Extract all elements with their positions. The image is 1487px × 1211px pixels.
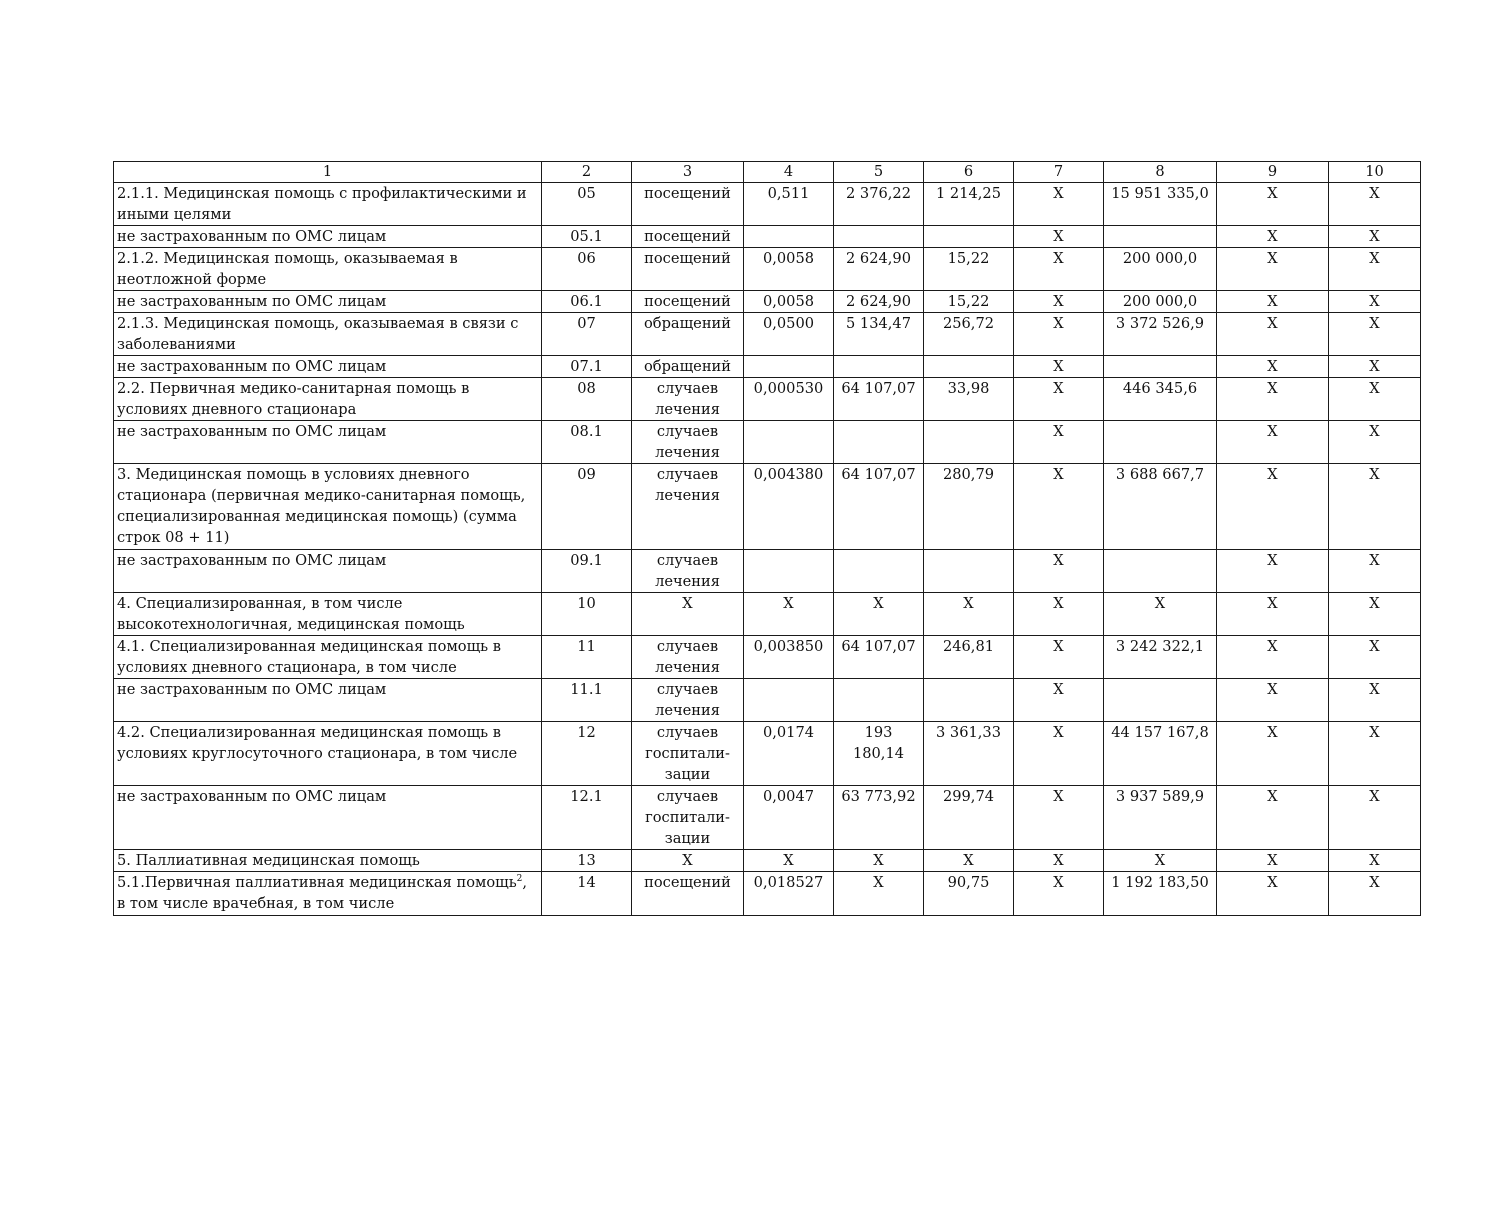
row-name: 2.1.1. Медицинская помощь с профилактическими и иными целями xyxy=(114,183,542,226)
cell-col4: 0,511 xyxy=(744,183,834,226)
cell-col8: 1 192 183,50 xyxy=(1104,872,1217,916)
cell-col5: 2 624,90 xyxy=(834,291,924,313)
table-row xyxy=(114,850,1421,872)
row-name: 3. Медицинская помощь в условиях дневного стационара (первичная медико-санитарная помощь, специализированная медицинская помощь) (сумма строк 08 + 11) xyxy=(114,464,542,550)
row-name: не застрахованным по ОМС лицам xyxy=(114,679,542,722)
cell-col8: Х xyxy=(1104,593,1217,636)
row-code: 07 xyxy=(542,313,632,356)
cell-col7: Х xyxy=(1014,786,1104,850)
cell-col6 xyxy=(924,421,1014,464)
cell-col10: Х xyxy=(1329,872,1421,916)
row-unit: посещений xyxy=(632,291,744,313)
cell-col9: Х xyxy=(1217,550,1329,593)
cell-col6 xyxy=(924,550,1014,593)
cell-col4: 0,0058 xyxy=(744,291,834,313)
table-row xyxy=(114,722,1421,786)
row-name: не застрахованным по ОМС лицам xyxy=(114,226,542,248)
cell-col9: Х xyxy=(1217,226,1329,248)
cell-col7: Х xyxy=(1014,593,1104,636)
statistics-table xyxy=(113,161,1421,916)
cell-col9: Х xyxy=(1217,850,1329,872)
table-row xyxy=(114,226,1421,248)
cell-col7: Х xyxy=(1014,872,1104,916)
row-code: 05 xyxy=(542,183,632,226)
table-row xyxy=(114,356,1421,378)
cell-col7: Х xyxy=(1014,679,1104,722)
cell-col5: Х xyxy=(834,872,924,916)
row-code: 05.1 xyxy=(542,226,632,248)
row-code: 08 xyxy=(542,378,632,421)
cell-col4: 0,0047 xyxy=(744,786,834,850)
row-unit: случаев лечения xyxy=(632,636,744,679)
cell-col9: Х xyxy=(1217,248,1329,291)
cell-col8 xyxy=(1104,679,1217,722)
column-number: 9 xyxy=(1217,162,1329,183)
cell-col4: 0,018527 xyxy=(744,872,834,916)
cell-col7: Х xyxy=(1014,313,1104,356)
cell-col10: Х xyxy=(1329,378,1421,421)
cell-col6: 33,98 xyxy=(924,378,1014,421)
cell-col7: Х xyxy=(1014,248,1104,291)
row-code: 07.1 xyxy=(542,356,632,378)
row-name: не застрахованным по ОМС лицам xyxy=(114,356,542,378)
column-number: 2 xyxy=(542,162,632,183)
cell-col5 xyxy=(834,679,924,722)
row-code: 14 xyxy=(542,872,632,916)
cell-col5: 64 107,07 xyxy=(834,464,924,550)
cell-col5: 64 107,07 xyxy=(834,636,924,679)
row-unit: посещений xyxy=(632,872,744,916)
cell-col4: 0,003850 xyxy=(744,636,834,679)
cell-col5 xyxy=(834,550,924,593)
cell-col8: 200 000,0 xyxy=(1104,291,1217,313)
cell-col6: 299,74 xyxy=(924,786,1014,850)
cell-col8 xyxy=(1104,550,1217,593)
cell-col7: Х xyxy=(1014,356,1104,378)
cell-col4: 0,0500 xyxy=(744,313,834,356)
row-unit: случаев лечения xyxy=(632,378,744,421)
cell-col6: 246,81 xyxy=(924,636,1014,679)
row-unit: случаев лечения xyxy=(632,679,744,722)
row-unit: случаев госпитали-зации xyxy=(632,786,744,850)
cell-col9: Х xyxy=(1217,421,1329,464)
table-row xyxy=(114,378,1421,421)
row-unit: обращений xyxy=(632,313,744,356)
cell-col8: 44 157 167,8 xyxy=(1104,722,1217,786)
row-unit: посещений xyxy=(632,183,744,226)
cell-col6: 256,72 xyxy=(924,313,1014,356)
row-unit: обращений xyxy=(632,356,744,378)
cell-col6: Х xyxy=(924,593,1014,636)
cell-col7: Х xyxy=(1014,722,1104,786)
row-name: не застрахованным по ОМС лицам xyxy=(114,550,542,593)
cell-col8 xyxy=(1104,356,1217,378)
cell-col10: Х xyxy=(1329,421,1421,464)
cell-col9: Х xyxy=(1217,183,1329,226)
cell-col9: Х xyxy=(1217,313,1329,356)
cell-col5: 64 107,07 xyxy=(834,378,924,421)
row-unit: случаев лечения xyxy=(632,421,744,464)
cell-col8 xyxy=(1104,421,1217,464)
cell-col5: 63 773,92 xyxy=(834,786,924,850)
cell-col10: Х xyxy=(1329,593,1421,636)
cell-col8: 200 000,0 xyxy=(1104,248,1217,291)
cell-col6: 15,22 xyxy=(924,291,1014,313)
cell-col9: Х xyxy=(1217,464,1329,550)
cell-col8: 3 242 322,1 xyxy=(1104,636,1217,679)
row-name: 5. Паллиативная медицинская помощь xyxy=(114,850,542,872)
cell-col4: Х xyxy=(744,850,834,872)
row-code: 11.1 xyxy=(542,679,632,722)
cell-col5: Х xyxy=(834,593,924,636)
cell-col8: Х xyxy=(1104,850,1217,872)
row-name: не застрахованным по ОМС лицам xyxy=(114,786,542,850)
table-row xyxy=(114,872,1421,916)
cell-col10: Х xyxy=(1329,183,1421,226)
cell-col7: Х xyxy=(1014,226,1104,248)
cell-col5: 5 134,47 xyxy=(834,313,924,356)
cell-col7: Х xyxy=(1014,464,1104,550)
cell-col5 xyxy=(834,421,924,464)
cell-col4 xyxy=(744,679,834,722)
cell-col10: Х xyxy=(1329,248,1421,291)
column-number: 5 xyxy=(834,162,924,183)
table-row xyxy=(114,183,1421,226)
row-code: 08.1 xyxy=(542,421,632,464)
row-name: не застрахованным по ОМС лицам xyxy=(114,421,542,464)
cell-col10: Х xyxy=(1329,291,1421,313)
table-row xyxy=(114,248,1421,291)
cell-col9: Х xyxy=(1217,636,1329,679)
column-number: 3 xyxy=(632,162,744,183)
cell-col5: 193 180,14 xyxy=(834,722,924,786)
row-name: 2.2. Первичная медико-санитарная помощь в условиях дневного стационара xyxy=(114,378,542,421)
cell-col9: Х xyxy=(1217,786,1329,850)
row-code: 13 xyxy=(542,850,632,872)
cell-col8: 15 951 335,0 xyxy=(1104,183,1217,226)
cell-col4 xyxy=(744,421,834,464)
footnote-mark: 2 xyxy=(516,874,523,885)
row-unit: случаев лечения xyxy=(632,464,744,550)
column-number: 1 xyxy=(114,162,542,183)
row-unit: случаев госпитали-зации xyxy=(632,722,744,786)
cell-col8: 3 688 667,7 xyxy=(1104,464,1217,550)
table-row xyxy=(114,593,1421,636)
cell-col10: Х xyxy=(1329,786,1421,850)
cell-col10: Х xyxy=(1329,550,1421,593)
cell-col7: Х xyxy=(1014,550,1104,593)
row-code: 09 xyxy=(542,464,632,550)
cell-col5 xyxy=(834,356,924,378)
cell-col5 xyxy=(834,226,924,248)
cell-col4: 0,0058 xyxy=(744,248,834,291)
row-name: 2.1.2. Медицинская помощь, оказываемая в неотложной форме xyxy=(114,248,542,291)
cell-col4: 0,004380 xyxy=(744,464,834,550)
row-name: не застрахованным по ОМС лицам xyxy=(114,291,542,313)
cell-col7: Х xyxy=(1014,378,1104,421)
cell-col6 xyxy=(924,356,1014,378)
row-code: 12.1 xyxy=(542,786,632,850)
table-row xyxy=(114,786,1421,850)
cell-col6: 90,75 xyxy=(924,872,1014,916)
cell-col10: Х xyxy=(1329,313,1421,356)
table-row xyxy=(114,550,1421,593)
cell-col4: 0,000530 xyxy=(744,378,834,421)
cell-col7: Х xyxy=(1014,850,1104,872)
cell-col9: Х xyxy=(1217,679,1329,722)
cell-col4 xyxy=(744,356,834,378)
cell-col6: 1 214,25 xyxy=(924,183,1014,226)
column-number-row xyxy=(114,162,1421,183)
cell-col10: Х xyxy=(1329,636,1421,679)
row-unit: Х xyxy=(632,593,744,636)
column-number: 10 xyxy=(1329,162,1421,183)
column-number: 7 xyxy=(1014,162,1104,183)
row-unit: случаев лечения xyxy=(632,550,744,593)
cell-col7: Х xyxy=(1014,183,1104,226)
cell-col6 xyxy=(924,226,1014,248)
cell-col7: Х xyxy=(1014,636,1104,679)
cell-col9: Х xyxy=(1217,378,1329,421)
row-name: 4. Специализированная, в том числе высокотехнологичная, медицинская помощь xyxy=(114,593,542,636)
column-number: 8 xyxy=(1104,162,1217,183)
cell-col5: 2 624,90 xyxy=(834,248,924,291)
cell-col8: 3 372 526,9 xyxy=(1104,313,1217,356)
row-code: 10 xyxy=(542,593,632,636)
cell-col10: Х xyxy=(1329,679,1421,722)
cell-col4 xyxy=(744,226,834,248)
cell-col7: Х xyxy=(1014,291,1104,313)
cell-col4: 0,0174 xyxy=(744,722,834,786)
cell-col9: Х xyxy=(1217,291,1329,313)
cell-col6: Х xyxy=(924,850,1014,872)
cell-col6 xyxy=(924,679,1014,722)
table-row xyxy=(114,679,1421,722)
cell-col4 xyxy=(744,550,834,593)
row-name-main: 5.1.Первичная паллиативная медицинская помощь xyxy=(117,874,517,891)
table-row xyxy=(114,291,1421,313)
cell-col6: 280,79 xyxy=(924,464,1014,550)
row-name xyxy=(114,872,542,916)
cell-col10: Х xyxy=(1329,850,1421,872)
cell-col8: 446 345,6 xyxy=(1104,378,1217,421)
row-code: 06.1 xyxy=(542,291,632,313)
cell-col5: 2 376,22 xyxy=(834,183,924,226)
cell-col10: Х xyxy=(1329,356,1421,378)
row-unit: Х xyxy=(632,850,744,872)
cell-col4: Х xyxy=(744,593,834,636)
row-code: 06 xyxy=(542,248,632,291)
row-name: 4.2. Специализированная медицинская помощь в условиях круглосуточного стационара, в том числе xyxy=(114,722,542,786)
row-code: 11 xyxy=(542,636,632,679)
cell-col10: Х xyxy=(1329,226,1421,248)
cell-col6: 15,22 xyxy=(924,248,1014,291)
cell-col10: Х xyxy=(1329,722,1421,786)
table-row xyxy=(114,464,1421,550)
row-name: 2.1.3. Медицинская помощь, оказываемая в связи с заболеваниями xyxy=(114,313,542,356)
row-code: 12 xyxy=(542,722,632,786)
row-code: 09.1 xyxy=(542,550,632,593)
cell-col7: Х xyxy=(1014,421,1104,464)
table-row xyxy=(114,421,1421,464)
cell-col8 xyxy=(1104,226,1217,248)
row-name-rest: , в том числе врачебная, в том числе xyxy=(117,874,528,912)
cell-col9: Х xyxy=(1217,356,1329,378)
cell-col9: Х xyxy=(1217,722,1329,786)
cell-col6: 3 361,33 xyxy=(924,722,1014,786)
column-number: 4 xyxy=(744,162,834,183)
table-row xyxy=(114,636,1421,679)
row-unit: посещений xyxy=(632,226,744,248)
row-unit: посещений xyxy=(632,248,744,291)
cell-col8: 3 937 589,9 xyxy=(1104,786,1217,850)
row-name: 4.1. Специализированная медицинская помощь в условиях дневного стационара, в том числе xyxy=(114,636,542,679)
table-row xyxy=(114,313,1421,356)
document-page xyxy=(113,161,1420,916)
cell-col5: Х xyxy=(834,850,924,872)
cell-col9: Х xyxy=(1217,872,1329,916)
column-number: 6 xyxy=(924,162,1014,183)
cell-col9: Х xyxy=(1217,593,1329,636)
cell-col10: Х xyxy=(1329,464,1421,550)
